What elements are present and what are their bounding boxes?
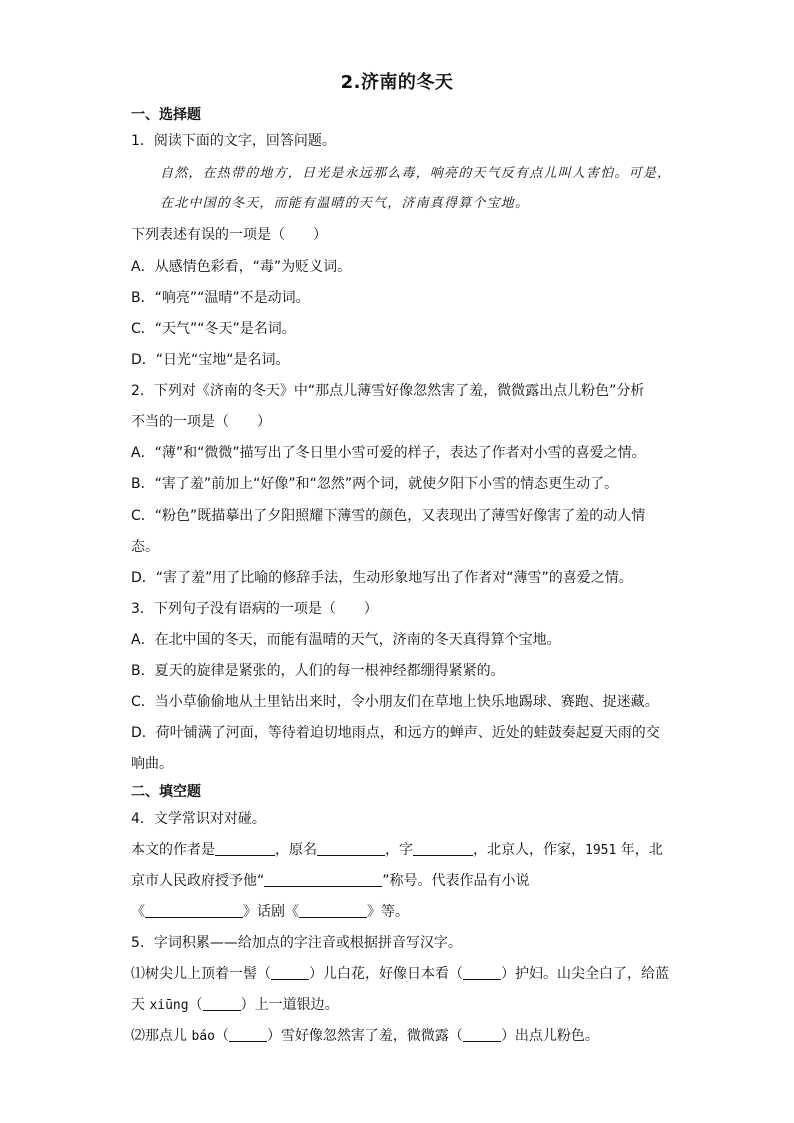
question-1-option-b: B．“响亮”“温晴”不是动词。 <box>131 290 310 306</box>
answer-blank-novel[interactable] <box>145 903 243 918</box>
answer-blank-honorary-title[interactable] <box>264 872 382 887</box>
answer-blank-drama[interactable] <box>299 903 367 918</box>
pinyin-xiang: xiūng <box>149 998 189 1013</box>
question-3-stem: 3．下列句子没有语病的一项是（ ） <box>131 601 378 617</box>
answer-blank-courtesy-name[interactable] <box>413 841 473 856</box>
question-5-line-2 <box>131 994 339 1014</box>
answer-blank-bao[interactable] <box>229 1027 267 1042</box>
question-2-stem-line-1: 2．下列对《济南的冬天》中“那点儿薄雪好像忽然害了羞，微微露出点儿粉色”分析 <box>131 383 645 399</box>
question-2-option-d: D．“害了羞”用了比喻的修辞手法，生动形象地写出了作者对“薄雪”的喜爱之情。 <box>131 570 633 586</box>
question-5-line-3 <box>131 1025 599 1045</box>
q4-text: 》话剧《 <box>243 904 299 920</box>
question-1-quote-line-2: 在北中国的冬天，而能有温晴的天气，济南真得算个宝地。 <box>160 196 530 211</box>
section-heading-choice: 一、选择题 <box>131 107 201 123</box>
q4-text: ”称号。代表作品有小说 <box>382 873 530 889</box>
question-1-prompt: 下列表述有误的一项是（ ） <box>131 227 327 243</box>
question-2-option-a: A．“薄”和“微微”描写出了冬日里小雪可爱的样子，表达了作者对小雪的喜爱之情。 <box>131 445 646 461</box>
q4-text: ，原名 <box>275 842 317 858</box>
question-3-option-b: B．夏天的旋律是紧张的，人们的每一根神经都绷得紧紧的。 <box>131 663 505 679</box>
question-1-stem: 1．阅读下面的文字，回答问题。 <box>131 133 336 149</box>
question-1-option-d: D．“日光“宝地“是名词。 <box>131 352 290 368</box>
question-3-option-d-line-2: 响曲。 <box>131 756 173 772</box>
question-3-option-a: A．在北中国的冬天，而能有温晴的天气，济南的冬天真得算个宝地。 <box>131 632 561 648</box>
q5-text: ）出点儿粉色。 <box>500 1028 599 1044</box>
question-4-stem: 4．文学常识对对碰。 <box>131 811 266 827</box>
question-3-option-c: C．当小草偷偷地从土里钻出来时，令小朋友们在草地上快乐地踢球、赛跑、捉迷藏。 <box>131 694 659 710</box>
question-1-quote-line-1: 自然，在热带的地方，日光是永远那么毒，响亮的天气反有点儿叫人害怕。可是， <box>160 166 672 181</box>
question-4-line-2 <box>131 870 530 890</box>
q4-text: 《 <box>131 904 145 920</box>
answer-blank-original-name[interactable] <box>317 841 385 856</box>
question-5-stem: 5．字词积累——给加点的字注音或根据拼音写汉字。 <box>131 935 462 951</box>
q5-text: ）上一道银边。 <box>240 997 339 1013</box>
question-1-option-a: A．从感情色彩看，“毒”为贬义词。 <box>131 259 352 275</box>
q4-text: ，字 <box>385 842 413 858</box>
question-4-line-3 <box>131 901 409 921</box>
answer-blank-author[interactable] <box>215 841 275 856</box>
q5-text: ⑵那点儿 <box>131 1028 192 1044</box>
q5-text: 天 <box>131 997 150 1013</box>
question-2-stem-line-2: 不当的一项是（ ） <box>131 414 271 430</box>
q4-text: ，北京人，作家， <box>473 842 585 858</box>
q4-text: 京市人民政府授予他“ <box>131 873 265 889</box>
answer-blank-lu[interactable] <box>463 1027 501 1042</box>
q4-text: 》等。 <box>367 904 409 920</box>
answer-blank-xiang[interactable] <box>203 996 241 1011</box>
question-5-line-1 <box>131 963 669 983</box>
year-number: 1951 <box>585 843 617 858</box>
q4-text: 本文的作者是 <box>131 842 215 858</box>
answer-blank-kan[interactable] <box>463 965 501 980</box>
question-1-option-c: C．“天气”“冬天”是名词。 <box>131 321 296 337</box>
q5-text: （ <box>214 1028 229 1044</box>
question-2-option-b: B．“害了羞”前加上“好像”和“忽然”两个词，就使夕阳下小雪的情态更生动了。 <box>131 476 619 492</box>
pinyin-bao: báo <box>191 1029 215 1044</box>
answer-blank-ji[interactable] <box>271 965 309 980</box>
question-4-line-1 <box>131 839 663 859</box>
question-3-option-d-line-1: D．荷叶铺满了河面，等待着迫切地雨点，和远方的蝉声、近处的蛙鼓奏起夏天雨的交 <box>131 725 660 741</box>
question-2-option-c-line-1: C．“粉色”既描摹出了夕阳照耀下薄雪的颜色，又表现出了薄雪好像害了羞的动人情 <box>131 508 646 524</box>
q5-text: ）雪好像忽然害了羞，微微露（ <box>266 1028 463 1044</box>
document-title: 2.济南的冬天 <box>340 72 454 93</box>
q4-text: 年，北 <box>616 842 663 858</box>
q5-text: （ <box>188 997 203 1013</box>
q5-text: ⑴树尖儿上顶着一髻（ <box>131 966 271 982</box>
section-heading-fill: 二、填空题 <box>131 784 201 800</box>
q5-text: ）儿白花，好像日本看（ <box>309 966 463 982</box>
question-2-option-c-line-2: 态。 <box>131 539 159 555</box>
q5-text: ）护妇。山尖全白了，给蓝 <box>501 966 669 982</box>
